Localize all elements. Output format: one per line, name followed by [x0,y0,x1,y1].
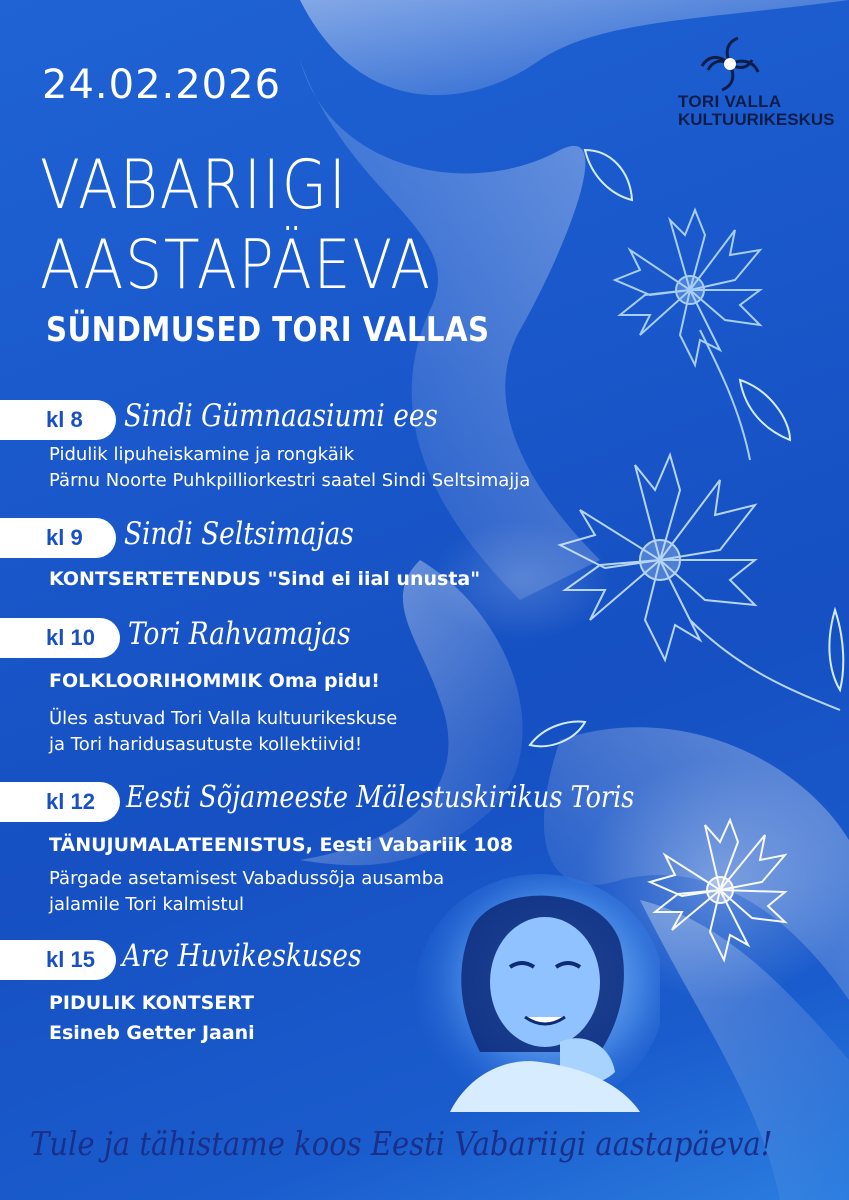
tori-valla-swirl-logo-icon [698,36,762,92]
event-description: Pärnu Noorte Puhkpilliorkestri saatel Sindi Seltsimajja [49,470,531,491]
event-description: Pidulik lipuheiskamine ja rongkäik [49,444,355,465]
petal-icon [829,610,843,690]
venue-title: Are Huvikeskuses [122,938,362,974]
logo-text-line2: KULTUURIKESKUS [678,110,835,129]
cornflower-icon [615,210,760,460]
venue-title: Sindi Gümnaasiumi ees [124,398,438,434]
subtitle: SÜNDMUSED TORI VALLAS [46,310,490,350]
venue-title: Tori Rahvamajas [128,616,351,652]
petal-icon [740,380,790,440]
footer-slogan: Tule ja tähistame koos Eesti Vabariigi aastapäeva! [30,1124,773,1163]
event-description: FOLKLOORIHOMMIK Oma pidu! [49,670,380,692]
petal-icon [585,150,632,200]
logo-text-line1: TORI VALLA [678,92,782,111]
event-description: Pärgade asetamisest Vabadussõja ausamba [49,868,445,889]
event-description: PIDULIK KONTSERT [49,992,254,1014]
time-badge: kl 15 [0,940,116,980]
event-description: KONTSERTETENDUS "Sind ei iial unusta" [49,568,481,590]
time-badge: kl 9 [0,518,116,558]
title-line1: VABARIIGI [40,146,348,225]
venue-title: Sindi Seltsimajas [124,516,354,552]
organizer-logo [672,36,835,129]
event-description: ja Tori haridusasutuste kollektiivid! [49,734,363,755]
time-badge: kl 12 [0,782,120,822]
time-badge: kl 8 [0,400,116,440]
time-badge: kl 10 [0,618,120,658]
venue-title: Eesti Sõjameeste Mälestuskirikus Toris [126,780,635,815]
event-description: TÄNUJUMALATEENISTUS, Eesti Vabariik 108 [49,834,514,856]
title-line2: AASTAPÄEVA [40,226,432,305]
event-description: Üles astuvad Tori Valla kultuurikeskuse [49,708,398,729]
event-description: jalamile Tori kalmistul [49,894,244,915]
event-description: Esineb Getter Jaani [49,1022,255,1044]
portrait-image [410,872,660,1112]
event-date: 24.02.2026 [42,62,282,108]
